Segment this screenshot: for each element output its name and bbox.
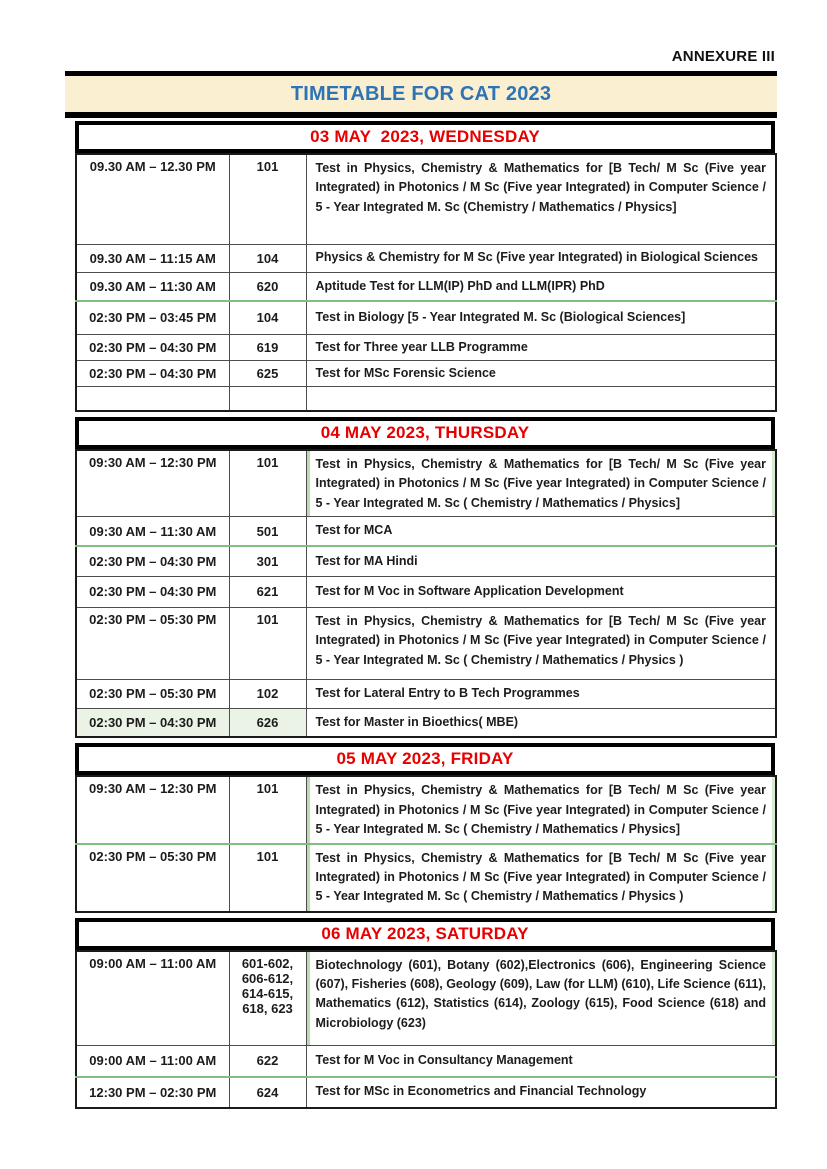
description-cell: Test in Physics, Chemistry & Mathematics for [B Tech/ M Sc (Five year Integrated) in Photonics / M Sc (Five year Integrated) in Computer Science / 5 - Year Integrated M. Sc ( Chemistry / Mathematics / Physics ) [306, 607, 776, 679]
room-cell: 621 [229, 576, 306, 607]
room-cell: 301 [229, 546, 306, 576]
time-cell: 09.30 AM – 11:15 AM [76, 244, 229, 272]
description-cell: Test for Three year LLB Programme [306, 334, 776, 360]
time-cell: 02:30 PM – 05:30 PM [76, 679, 229, 708]
description-cell: Test for Lateral Entry to B Tech Programmes [306, 679, 776, 708]
day-section [75, 918, 775, 1109]
table-row [76, 576, 776, 607]
day-section [75, 417, 775, 739]
table-row [76, 360, 776, 386]
description-cell: Biotechnology (601), Botany (602),Electronics (606), Engineering Science (607), Fisheries (608), Geology (609), Law (for LLM) (610), Life Science (611), Mathematics (612), Statistics (614), Zoology (615), Food Science (618) and Microbiology (623) [306, 951, 776, 1046]
description-cell: Test for MSc in Econometrics and Financial Technology [306, 1077, 776, 1108]
time-cell: 02:30 PM – 04:30 PM [76, 546, 229, 576]
day-header [75, 121, 775, 153]
table-row [76, 844, 776, 912]
description-cell: Test for MCA [306, 516, 776, 546]
room-cell: 104 [229, 301, 306, 334]
table-row [76, 776, 776, 843]
time-cell: 02:30 PM – 03:45 PM [76, 301, 229, 334]
description-cell: Test in Physics, Chemistry & Mathematics for [B Tech/ M Sc (Five year Integrated) in Photonics / M Sc (Five year Integrated) in Computer Science / 5 - Year Integrated M. Sc ( Chemistry / Mathematics / Physics] [306, 776, 776, 843]
time-cell [76, 387, 229, 411]
description-cell: Test in Physics, Chemistry & Mathematics for [B Tech/ M Sc (Five year Integrated) in Photonics / M Sc (Five year Integrated) in Computer Science / 5 - Year Integrated M. Sc ( Chemistry / Mathematics / Physics] [306, 450, 776, 517]
table-row [76, 546, 776, 576]
table-row [76, 516, 776, 546]
title-banner [65, 71, 777, 118]
description-cell: Test in Physics, Chemistry & Mathematics for [B Tech/ M Sc (Five year Integrated) in Photonics / M Sc (Five year Integrated) in Computer Science / 5 - Year Integrated M. Sc ( Chemistry / Mathematics / Physics ) [306, 844, 776, 912]
room-cell: 624 [229, 1077, 306, 1108]
day-section [75, 743, 775, 912]
table-row [76, 154, 776, 244]
time-cell: 02:30 PM – 04:30 PM [76, 708, 229, 737]
table-row [76, 387, 776, 411]
time-cell: 02:30 PM – 05:30 PM [76, 844, 229, 912]
table-row [76, 301, 776, 334]
room-cell: 101 [229, 844, 306, 912]
room-cell: 501 [229, 516, 306, 546]
room-cell: 601-602, 606-612, 614-615, 618, 623 [229, 951, 306, 1046]
day-title: 04 MAY 2023, THURSDAY [320, 422, 530, 442]
room-cell: 101 [229, 776, 306, 843]
table-row [76, 607, 776, 679]
table-row [76, 1077, 776, 1108]
time-cell: 12:30 PM – 02:30 PM [76, 1077, 229, 1108]
time-cell: 09:00 AM – 11:00 AM [76, 951, 229, 1046]
description-cell: Physics & Chemistry for M Sc (Five year Integrated) in Biological Sciences [306, 244, 776, 272]
description-cell: Test for M Voc in Consultancy Management [306, 1046, 776, 1077]
timetable-sections [75, 121, 775, 1109]
time-cell: 09:30 AM – 12:30 PM [76, 776, 229, 843]
day-header [75, 918, 775, 950]
page-title: TIMETABLE FOR CAT 2023 [290, 82, 552, 105]
day-table [75, 449, 777, 739]
day-title: 05 MAY 2023, FRIDAY [336, 749, 514, 769]
day-table [75, 153, 777, 412]
time-cell: 02:30 PM – 04:30 PM [76, 334, 229, 360]
day-table [75, 775, 777, 912]
table-row [76, 708, 776, 737]
room-cell [229, 387, 306, 411]
room-cell: 619 [229, 334, 306, 360]
room-cell: 101 [229, 154, 306, 244]
description-cell: Test in Biology [5 - Year Integrated M. Sc (Biological Sciences] [306, 301, 776, 334]
table-row [76, 244, 776, 272]
room-cell: 104 [229, 244, 306, 272]
description-cell: Aptitude Test for LLM(IP) PhD and LLM(IPR) PhD [306, 272, 776, 301]
room-cell: 101 [229, 450, 306, 517]
day-header [75, 417, 775, 449]
description-cell: Test for Master in Bioethics( MBE) [306, 708, 776, 737]
time-cell: 02:30 PM – 05:30 PM [76, 607, 229, 679]
description-cell [306, 387, 776, 411]
day-title: 06 MAY 2023, SATURDAY [321, 923, 529, 943]
time-cell: 09:30 AM – 12:30 PM [76, 450, 229, 517]
room-cell: 101 [229, 607, 306, 679]
day-header [75, 743, 775, 775]
description-cell: Test for MA Hindi [306, 546, 776, 576]
day-table [75, 950, 777, 1109]
time-cell: 09.30 AM – 12.30 PM [76, 154, 229, 244]
room-cell: 626 [229, 708, 306, 737]
time-cell: 09.30 AM – 11:30 AM [76, 272, 229, 301]
time-cell: 09:30 AM – 11:30 AM [76, 516, 229, 546]
table-row [76, 1046, 776, 1077]
annexure-label: ANNEXURE III [671, 48, 775, 65]
table-row [76, 951, 776, 1046]
time-cell: 02:30 PM – 04:30 PM [76, 360, 229, 386]
room-cell: 625 [229, 360, 306, 386]
table-row [76, 679, 776, 708]
day-section [75, 121, 775, 412]
time-cell: 09:00 AM – 11:00 AM [76, 1046, 229, 1077]
day-title: 03 MAY 2023, WEDNESDAY [310, 127, 540, 146]
table-row [76, 450, 776, 517]
description-cell: Test in Physics, Chemistry & Mathematics for [B Tech/ M Sc (Five year Integrated) in Photonics / M Sc (Five year Integrated) in Computer Science / 5 - Year Integrated M. Sc (Chemistry / Mathematics / Physics] [306, 154, 776, 244]
table-row [76, 272, 776, 301]
room-cell: 622 [229, 1046, 306, 1077]
time-cell: 02:30 PM – 04:30 PM [76, 576, 229, 607]
description-cell: Test for MSc Forensic Science [306, 360, 776, 386]
room-cell: 620 [229, 272, 306, 301]
room-cell: 102 [229, 679, 306, 708]
table-row [76, 334, 776, 360]
description-cell: Test for M Voc in Software Application Development [306, 576, 776, 607]
